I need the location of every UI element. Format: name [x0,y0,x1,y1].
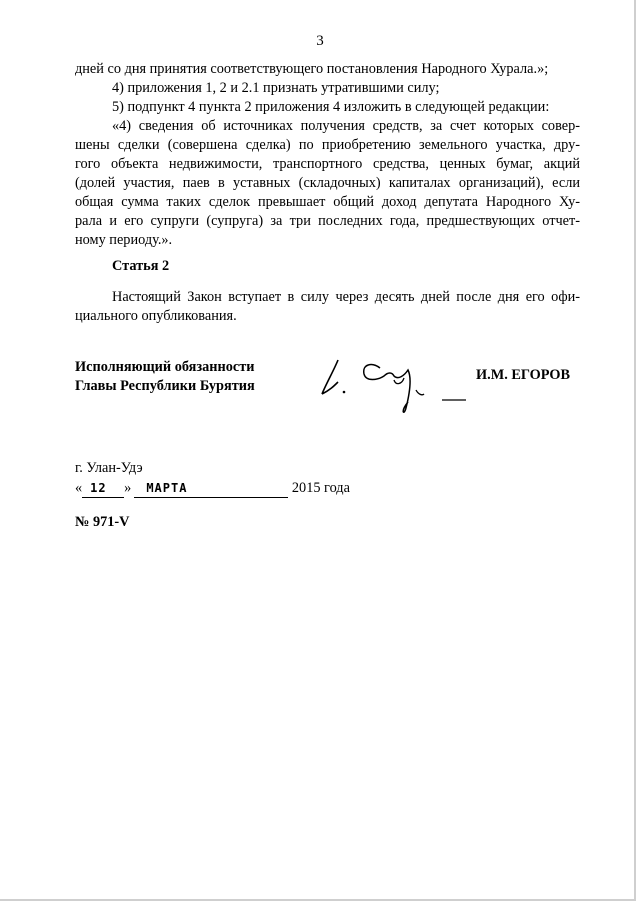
article1-continuation [75,60,580,250]
signatory-title-line: Исполняющий обязанности [75,359,255,375]
paragraph-line: «4) сведения об источниках получения средств, за счет которых совер- [112,118,580,134]
signatory-name: И.М. ЕГОРОВ [476,367,571,383]
date-month: МАРТА [146,481,188,495]
paragraph-line: циального опубликования. [75,308,237,324]
signatory-title [75,358,255,396]
law-number: № 971-V [75,514,130,530]
paragraph-line: 5) подпункт 4 пункта 2 приложения 4 изложить в следующей редакции: [112,99,550,115]
date-year: 2015 года [291,480,350,496]
paragraph-line: ному периоду.». [75,232,173,248]
date-open-quote: « [75,480,83,496]
signing-date [75,480,350,498]
paragraph-line: 4) приложения 1, 2 и 2.1 признать утратившими силу; [112,80,440,96]
date-month-blank [134,480,288,498]
signatory-title-line: Главы Республики Бурятия [75,378,255,394]
paragraph-line: общая сумма таких сделок превышает общий доход депутата Народного Ху- [75,194,580,210]
handwritten-signature [312,350,472,420]
paragraph-line: шены сделки (совершена сделка) по приобретению земельного участка, дру- [75,137,580,153]
page-number: 3 [316,33,324,49]
city: г. Улан-Удэ [75,460,143,476]
article-2-heading: Статья 2 [112,258,170,274]
article-2-text [75,288,580,326]
date-close-quote: » [124,480,132,496]
paragraph-line: гого объекта недвижимости, транспортного средства, ценных бумаг, акций [75,156,580,172]
paragraph-line: Настоящий Закон вступает в силу через десять дней после дня его офи- [112,289,580,305]
date-day: 12 [90,481,107,495]
paragraph-line: дней со дня принятия соответствующего постановления Народного Хурала.»; [75,61,549,77]
date-day-blank [82,480,124,498]
paragraph-line: рала и его супруги (супруга) за три последних года, предшествующих отчет- [75,213,580,229]
paragraph-line: (долей участия, паев в уставных (складочных) капиталах организаций), если [75,175,580,191]
